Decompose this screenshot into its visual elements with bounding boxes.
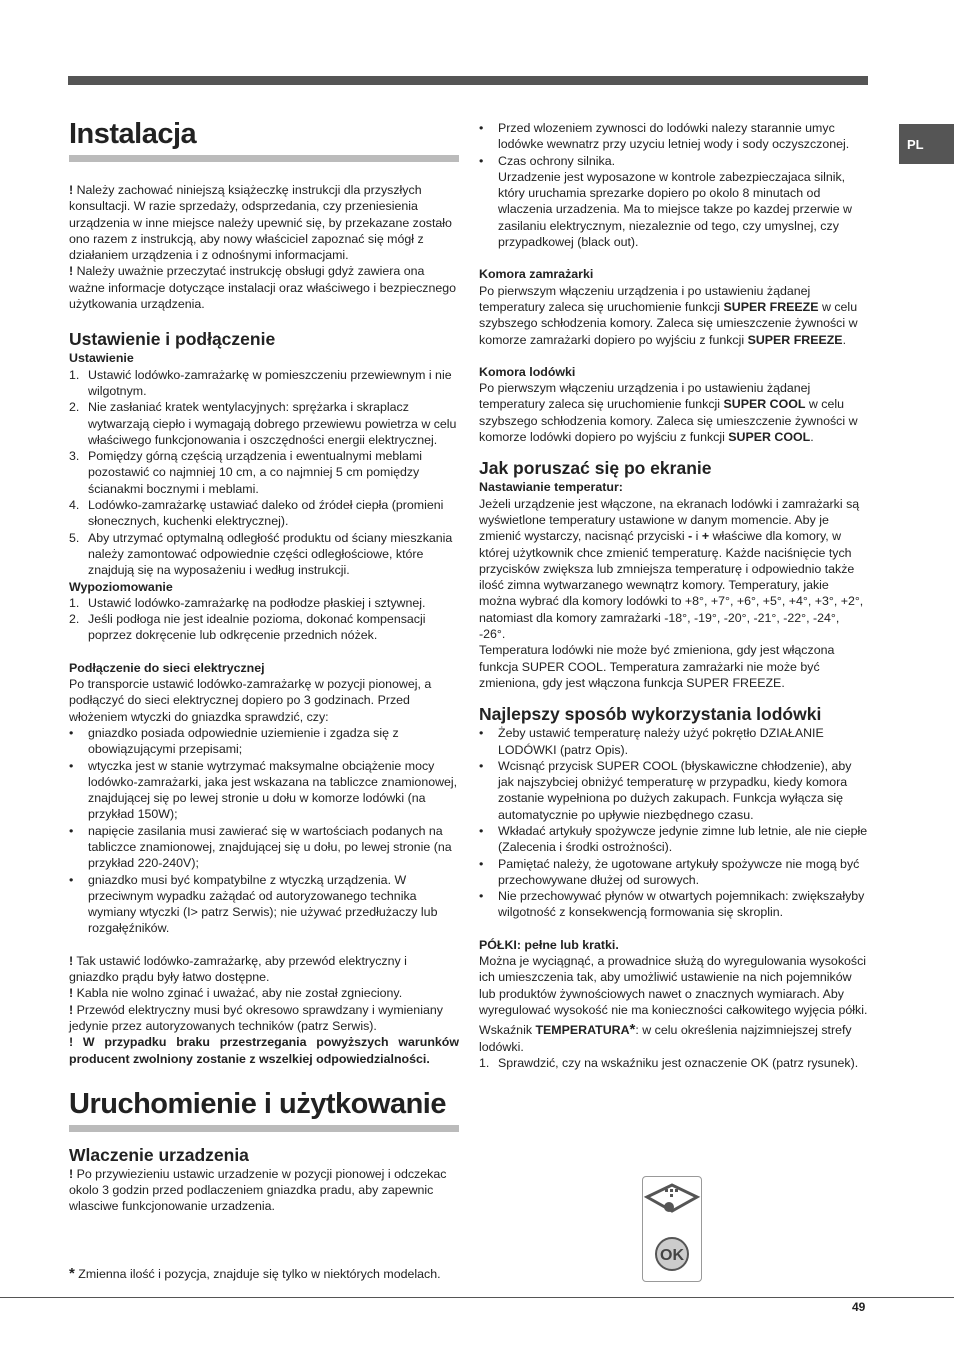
list-item: 2. Jeśli podłoga nie jest idealnie pozioma, dokonać kompensacji poprzez dokręcenie lub odkręcenie przednich nóżek. — [69, 612, 426, 643]
footnote: * Zmienna ilość i pozycja, znajduje się tylko w niektórych modelach. — [69, 1265, 441, 1282]
temperature-paragraph: Jeżeli urządzenie jest włączone, na ekranach lodówki i zamrażarki są wyświetlone temperatury ustawione w danym momencie. Aby je zmienić wystarczy, nacisnąć przyciski - i + właściwe dla komory, w której użytkownik chce zmienić temperaturę. Każde naciśnięcie tych przycisków zwiększa lub zmniejsza temperaturę i odpowiednio także ilość zimna wytwarzanego wewnątrz komory. Temperatury, jakie można wybrać dla komory lodówki to +8°, +7°, +6°, +5°, +4°, +3°, +2°, natomiast dla komory zamrażarki -18°, -19°, -20°, -21°, -22°, -24°, -26°. — [479, 496, 864, 642]
page-number: 49 — [852, 1300, 866, 1314]
heading-shelves: PÓŁKI: pełne lub kratki. — [479, 937, 619, 952]
section-title-instalacja: Instalacja — [69, 117, 459, 162]
right-column — [479, 120, 869, 1071]
section-title-uruchomienie: Uruchomienie i użytkowanie — [69, 1087, 459, 1132]
indicator-paragraph: Wskaźnik TEMPERATURA*: w celu określenia najzimniejszej strefy lodówki. — [479, 1021, 852, 1054]
list-item: • Pamiętać należy, że ugotowane artykuły spożywcze nie mogą być przechowywane dłużej od surowych. — [479, 856, 860, 887]
electrical-list — [69, 725, 459, 937]
setup-list — [69, 367, 459, 579]
list-item: • Wkładać artykuły spożywcze jedynie zimne lub letnie, ale nie ciepłe (Zalecenia i środki ostrożności). — [479, 823, 868, 855]
heading-freezer: Komora zamrażarki — [479, 267, 594, 282]
warning-4: ! W przypadku braku przestrzegania powyższych warunków producent zwolniony zostanie z wszelkiej odpowiedzialności. — [69, 1035, 459, 1066]
leveling-list — [69, 595, 459, 644]
temperature-note: Temperatura lodówki nie może być zmieniona, gdy jest włączona funkcja SUPER COOL. Temperatura zamrażarki nie może być zmieniona, gdy jest włączona funkcja SUPER FREEZE. — [479, 643, 835, 690]
check-list — [479, 1055, 869, 1071]
warning-1: ! Tak ustawić lodówko-zamrażarkę, aby przewód elektryczny i gniazdko prądu były łatwo dostępne. — [69, 953, 407, 985]
electrical-intro: Po transporcie ustawić lodówko-zamrażarkę w pozycji pionowej, a podłączyć do sieci elektrycznej dopiero po 3 godzinach. Przed włożeniem wtyczki do gniazdka sprawdzić, czy: — [69, 677, 432, 724]
intro-paragraph-2: ! Należy uważnie przeczytać instrukcję obsługi gdyż zawiera ona ważne informacje dotyczące instalacji oraz właściwego i bezpiecznego użytkowania urządzenia. — [69, 264, 457, 312]
language-tab: PL — [899, 124, 954, 164]
heading-screen: Jak poruszać się po ekranie — [479, 458, 712, 479]
heading-setup: Ustawienie i podłączenie — [69, 329, 276, 350]
list-item: • Żeby ustawić temperaturę należy użyć pokrętło DZIAŁANIE LODÓWKI (patrz Opis). — [479, 726, 824, 757]
intro-paragraph-1: ! Należy zachować niniejszą książeczkę instrukcji dla przyszłych konsultacji. W razie sprzedaży, odsprzedania, czy przeniesienia urządzenia w inne miejsce należy upewnić się, by przekazane zostało ono razem z instrukcją, aby nowy właściciel zapoznać się mógł z działaniem urządzenia i z odnośnymi informacjami. — [69, 183, 452, 263]
start-paragraph: ! Po przywiezieniu ustawic urzadzenie w pozycji pionowej i odczekac okolo 3 godzin przed podlaczeniem gniazdka pradu, aby zapewnic wlasciwe funkcjonowanie urzadzenia. — [69, 1166, 447, 1214]
indicator-drawing — [643, 1177, 701, 1281]
shelves-paragraph: Można je wyciągnąć, a prowadnice służą do wyregulowania wysokości ich umieszczenia tak, aby umożliwić ustawienie na nich pojemników lub produktów żywnościowych nawet o znacznych wymiarach. Aby wyregulować wysokość nie ma konieczności całkowitego wyjęcia półki. — [479, 954, 868, 1017]
heading-best-use: Najlepszy sposób wykorzystania lodówki — [479, 704, 822, 725]
list-item: • gniazdko musi być kompatybilne z wtyczką urządzenia. W przeciwnym wypadku zażądać od autoryzowanego technika wymiany wtyczki (I> patrz Serwis); nie używać przedłużaczy lub rozgałęźników. — [69, 872, 438, 936]
best-use-list — [479, 725, 869, 921]
heading-start: Wlaczenie urzadzenia — [69, 1144, 249, 1165]
list-item: • wtyczka jest w stanie wytrzymać maksymalne obciążenie mocy lodówko-zamrażarki, jaka jest wskazana na tabliczce znamionowej, znajdującej się po lewej stronie u dołu w komorze lodówki (na przykład 150W); — [69, 758, 458, 822]
list-item: • napięcie zasilania musi zawierać się w wartościach podanych na tabliczce znamionowej, znajdującej się u dołu, po lewej stronie (na przykład 220-240V); — [69, 823, 452, 871]
subheading-leveling: Wypoziomowanie — [69, 579, 173, 594]
fridge-paragraph: Po pierwszym włączeniu urządzenia i po ustawieniu żądanej temperatury zaleca się uruchomienie funkcji SUPER COOL w celu szybszego schłodzenia komory. Zaleca się umieszczenie żywności w komorze lodówki dopiero po wyjściu z funkcji SUPER COOL. — [479, 381, 858, 445]
list-item: • Wcisnąć przycisk SUPER COOL (błyskawiczne chłodzenie), aby jak najszybciej obniżyć temperaturę w przypadku, kiedy komora zostanie wypełniona po dużych zakupach. Funkcja wyłącza się automatycznie po upływie niezbędnego czasu. — [479, 758, 852, 822]
subheading-temperature: Nastawianie temperatur: — [479, 480, 623, 495]
prep-list — [479, 120, 869, 250]
heading-fridge: Komora lodówki — [479, 364, 576, 379]
list-item: 1. Sprawdzić, czy na wskaźniku jest oznaczenie OK (patrz rysunek). — [479, 1055, 859, 1070]
list-item: • Przed wlozeniem zywnosci do lodówki nalezy starannie umyc lodówke wewnatrz przy uzyciu letniej wody i sody oczyszczonej. — [479, 121, 850, 152]
list-item: 1. Ustawić lodówko-zamrażarkę na podłodze płaskiej i sztywnej. — [69, 595, 426, 610]
list-item: • Czas ochrony silnika. Urzadzenie jest wyposazone w kontrole zabezpieczajaca silnik, który uruchamia sprezarke dopiero po okolo 8 minutach od wlaczenia urzadzenia. Ma to miejsce takze po kazdej przerwie w zasilaniu elektrycznym, niezaleznie od tego, czy umyslnej, czy przypadkowej (black out). — [479, 153, 852, 250]
subheading-setup: Ustawienie — [69, 351, 134, 366]
list-item: 1. Ustawić lodówko-zamrażarkę w pomieszczeniu przewiewnym i nie wilgotnym. — [69, 367, 452, 398]
list-item: 2. Nie zasłaniać kratek wentylacyjnych: sprężarka i skraplacz wytwarzają ciepło i wymagają dobrego przewiewu powietrza w celu właściwego funkcjonowania i oszczędności energii elektrycznej. — [69, 400, 457, 447]
warning-2: ! Kabla nie wolno zginać i uważać, aby nie został zgnieciony. — [69, 986, 403, 1001]
freezer-paragraph: Po pierwszym włączeniu urządzenia i po ustawieniu żądanej temperatury zaleca się uruchomienie funkcji SUPER FREEZE w celu szybszego schłodzenia komory. Zaleca się umieszczenie żywności w komorze zamrażarki dopiero po wyjściu z funkcji SUPER FREEZE. — [479, 283, 858, 347]
list-item: 4. Lodówko-zamrażarkę ustawiać daleko od źródeł ciepła (promieni słonecznych, kuchenki elektrycznej). — [69, 498, 444, 529]
list-item: 5. Aby utrzymać optymalną odległość produktu od ściany mieszkania należy zamontować odpowiednie części odległościowe, które znajdują się na wyposażeniu i według instrukcji. — [69, 530, 453, 578]
temperature-indicator-figure — [642, 1176, 702, 1282]
warning-3: ! Przewód elektryczny musi być okresowo sprawdzany i wymieniany jedynie przez autoryzowanych techników (patrz Serwis). — [69, 1002, 443, 1033]
subheading-electrical: Podłączenie do sieci elektrycznej — [69, 660, 265, 675]
footer-rule — [0, 1297, 954, 1298]
ok-label: OK — [660, 1247, 684, 1264]
list-item: • Nie przechowywać płynów w otwartych pojemnikach: zwiększałyby wilgotność z konsekwencją formowania się skroplin. — [479, 889, 865, 920]
left-column — [69, 117, 459, 1215]
list-item: • gniazdko posiada odpowiednie uziemienie i zgadza się z obowiązującymi przepisami; — [69, 725, 399, 757]
header-bar — [68, 76, 868, 85]
list-item: 3. Pomiędzy górną częścią urządzenia i ewentualnymi meblami pozostawić co najmniej 10 cm, a co najmniej 5 cm pomiędzy ścianakmi bocznymi i meblami. — [69, 449, 423, 496]
